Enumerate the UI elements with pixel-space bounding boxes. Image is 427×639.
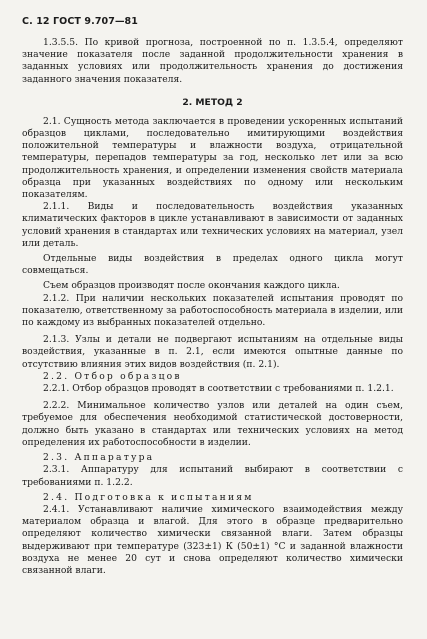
paragraph-separate-actions: Отдельные виды воздействия в пределах одного цикла могут совмещаться.	[22, 253, 403, 277]
subsection-2-3: 2.3. Аппаратура	[43, 452, 155, 464]
paragraph-2-4-1: 2.4.1. Устанавливают наличие химического взаимодействия между материалом образца и влагой. Для этого в образце предварительно определяют количество химически связанной влаги. Затем образцы выдерживают при температуре (323±1) К (50±1) °C и заданной влажности воздуха не менее 20 сут и снова определяют количество химически связанной влаги.	[22, 503, 403, 576]
paragraph-2-1-2: 2.1.2. При наличии нескольких показателей испытания проводят по показателю, ответственному за работоспособность материала в изделии, или по каждому из выбранных показателей отдельно.	[22, 292, 403, 329]
paragraph-2-1-3: 2.1.3. Узлы и детали не подвергают испытаниям на отдельные виды воздействия, указанные в п. 2.1, если имеются опытные данные по отсутствию влияния этих видов воздействия (п. 2.1).	[22, 334, 403, 370]
subsection-2-2: 2.2. Отбор образцов	[43, 370, 182, 382]
subsection-2-4: 2.4. Подготовка к испытаниям	[43, 491, 254, 503]
paragraph-1-3-5-5: 1.3.5.5. По кривой прогноза, построенной по п. 1.3.5.4, определяют значение показателя после заданной продолжительности хранения в заданных условиях или продолжительность хранения до достижения заданного значения показателя.	[22, 37, 403, 85]
paragraph-2-2-1: 2.2.1. Отбор образцов проводят в соответствии с требованиями п. 1.2.1.	[43, 383, 394, 395]
paragraph-sample-removal: Съем образцов производят после окончания каждого цикла.	[43, 280, 340, 292]
paragraph-2-2-2: 2.2.2. Минимальное количество узлов или деталей на один съем, требуемое для обеспечения необходимой статистической достоверности, должно быть указано в стандартах или технических условиях на метод определения их работоспособности в изделии.	[22, 400, 403, 448]
paragraph-2-1-1: 2.1.1. Виды и последовательность воздействия указанных климатических факторов в цикле устанавливают в зависимости от заданных условий хранения в стандартах или технических условиях на материал, узел или деталь.	[22, 201, 403, 249]
paragraph-2-3-1: 2.3.1. Аппаратуру для испытаний выбирают в соответствии с требованиями п. 1.2.2.	[22, 464, 403, 488]
paragraph-2-1: 2.1. Сущность метода заключается в проведении ускоренных испытаний образцов циклами, последовательно имитирующими воздействия положительной температуры и влажности воздуха, отрицательной температуры, перепадов температуры за год, несколько лет или за всю продолжительность хранения, и определении изменения свойств материала образца при указанных воздействиях по одному или нескольким показателям.	[22, 115, 403, 201]
page-header: С. 12 ГОСТ 9.707—81	[22, 16, 138, 27]
section-title: 2. МЕТОД 2	[182, 96, 243, 108]
